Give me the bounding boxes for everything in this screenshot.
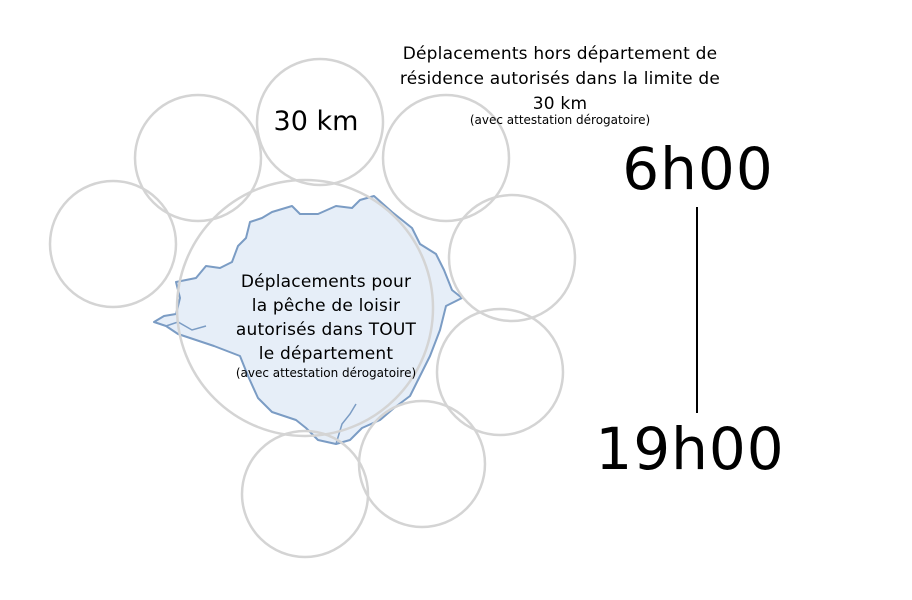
outside-line-2: résidence autorisés dans la limite de xyxy=(399,69,721,89)
inside-line-1: Déplacements pour xyxy=(240,272,412,292)
radius-ring xyxy=(135,95,261,221)
start-time: 6h00 xyxy=(622,135,774,203)
outside-line-3: 30 km xyxy=(532,94,588,114)
time-range-line xyxy=(696,207,698,413)
radius-label: 30 km xyxy=(273,106,359,137)
inside-note: (avec attestation dérogatoire) xyxy=(235,366,417,380)
radius-ring xyxy=(242,431,368,557)
radius-ring xyxy=(359,401,485,527)
outside-department-text xyxy=(350,42,770,127)
radius-ring xyxy=(50,181,176,307)
outside-line-1: Déplacements hors département de xyxy=(402,44,718,64)
inside-line-2: la pêche de loisir xyxy=(251,296,401,316)
inside-line-3: autorisés dans TOUT xyxy=(235,320,417,340)
end-time: 19h00 xyxy=(595,415,785,483)
inside-department-text xyxy=(176,270,476,381)
inside-line-4: le département xyxy=(258,344,394,364)
outside-note: (avec attestation dérogatoire) xyxy=(469,113,651,127)
